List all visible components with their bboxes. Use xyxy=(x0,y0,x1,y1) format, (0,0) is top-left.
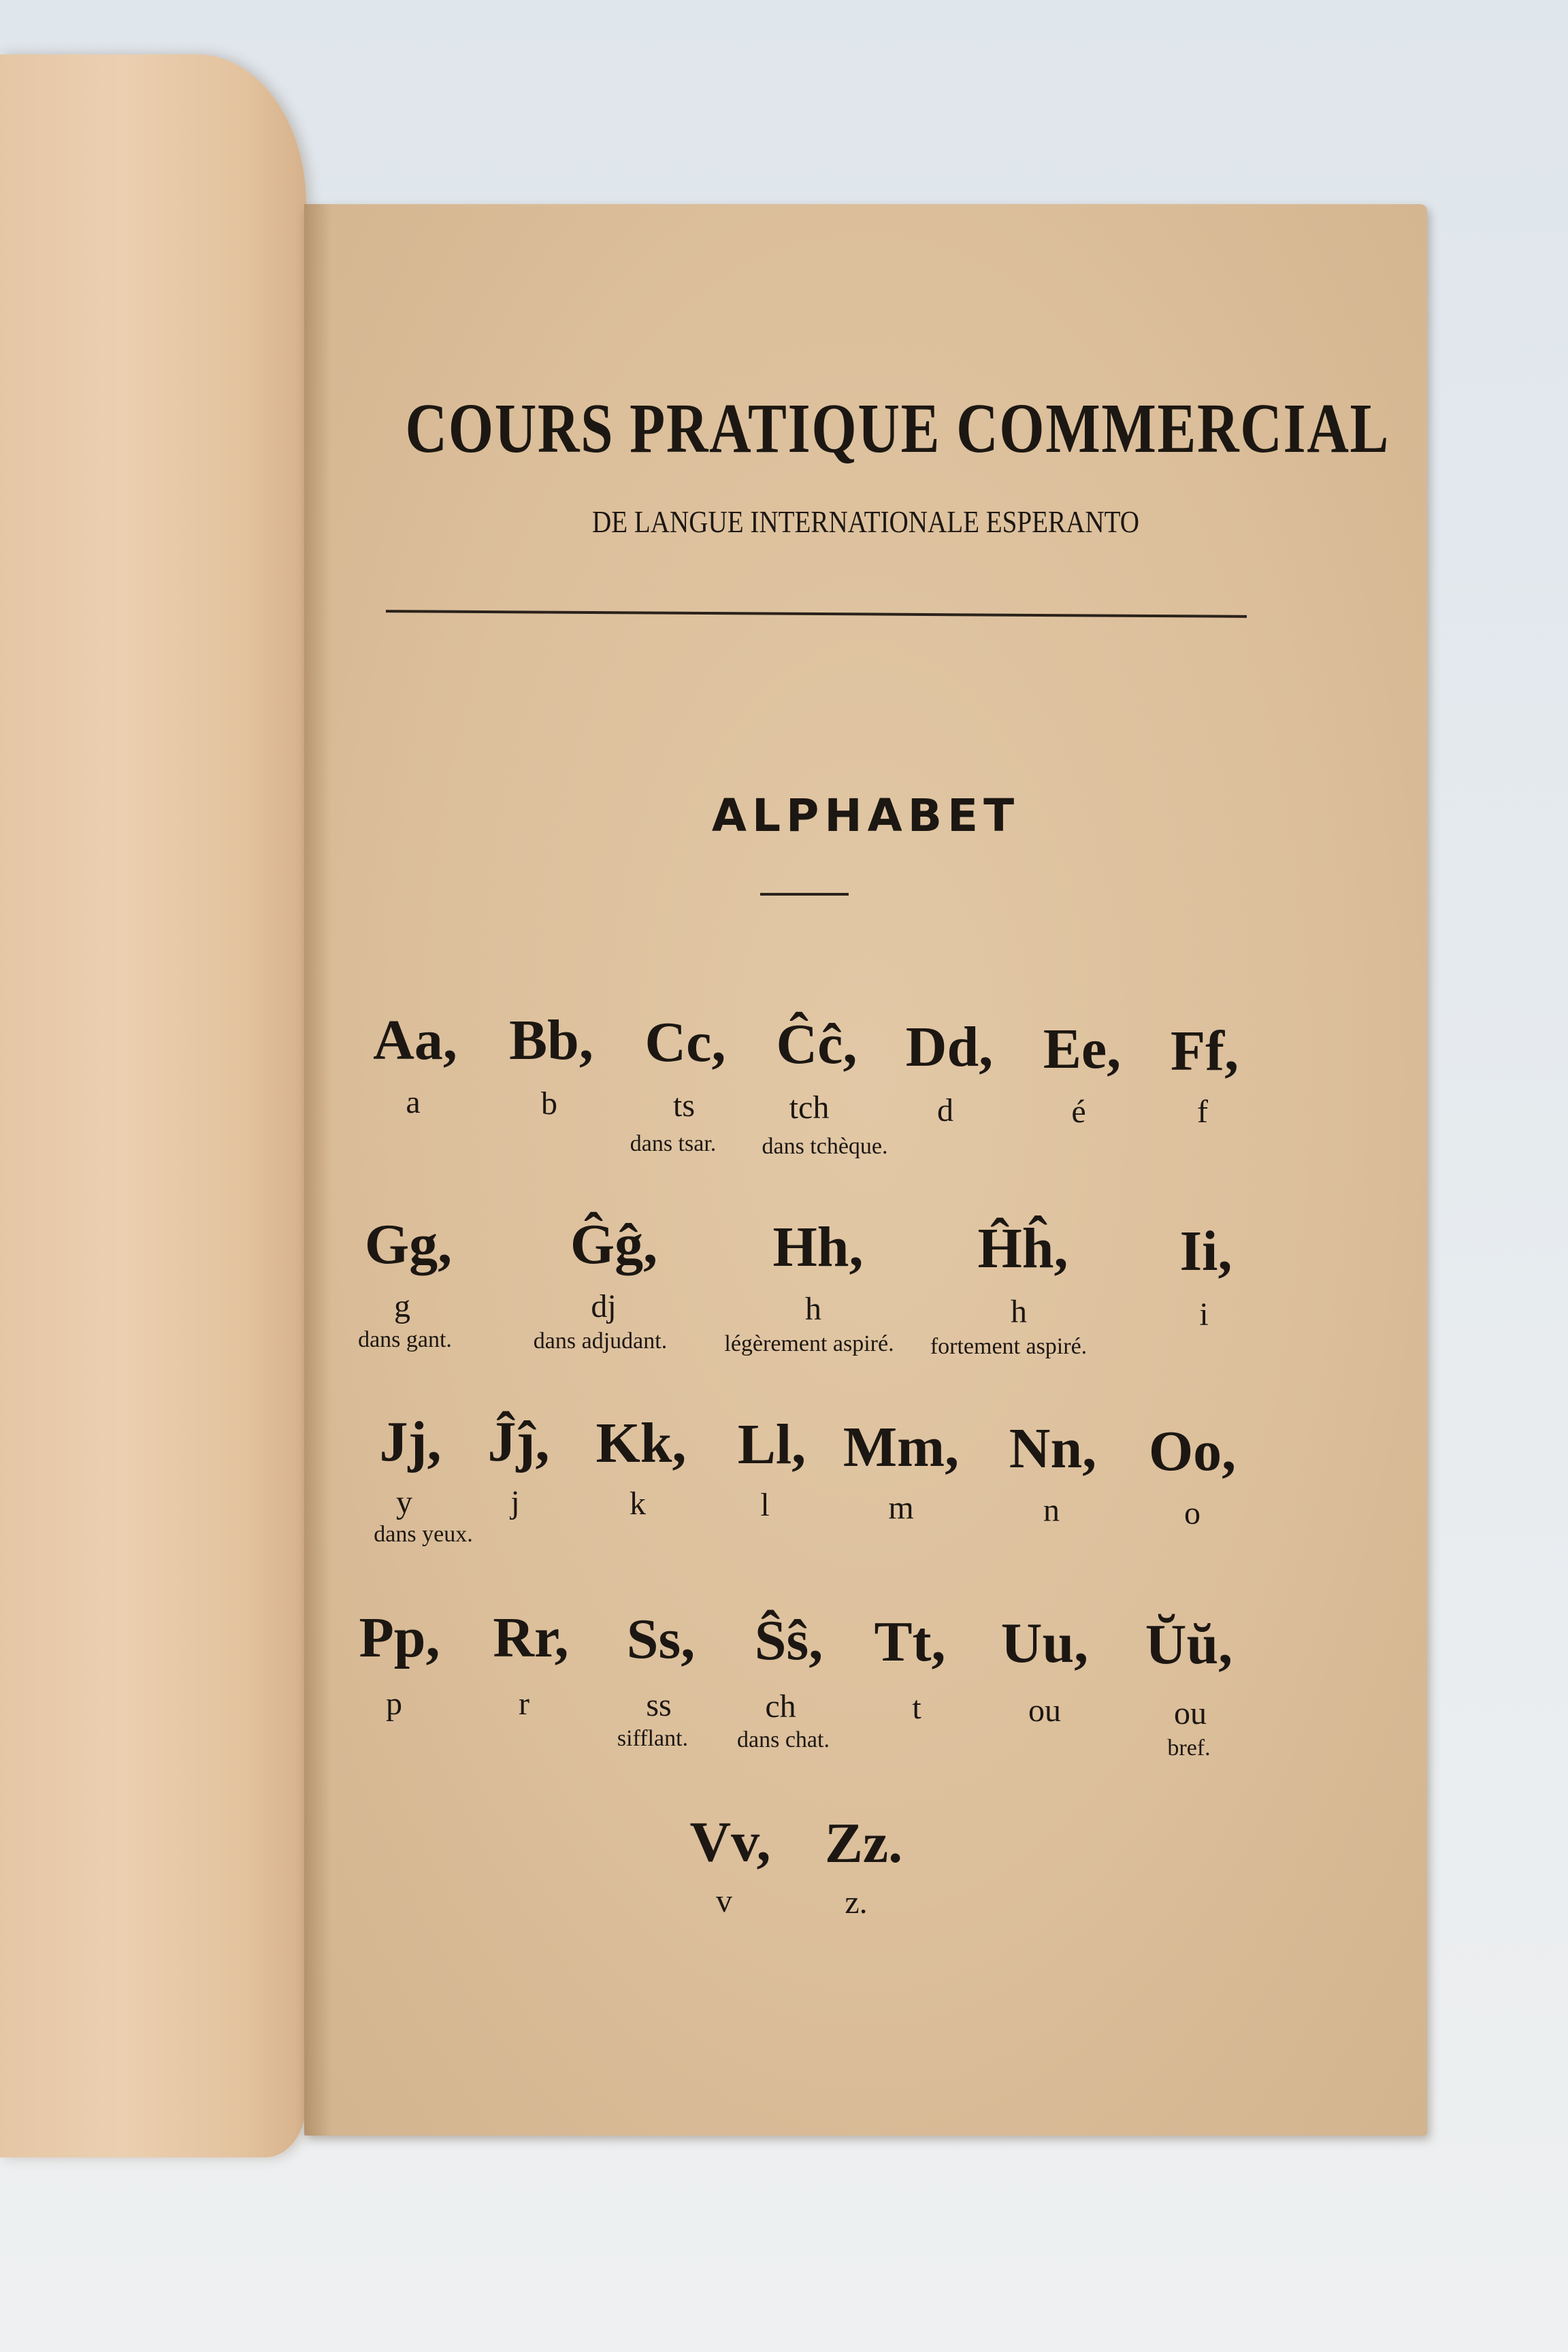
sound: ou xyxy=(1028,1693,1061,1729)
note: dans chat. xyxy=(737,1727,830,1752)
letter: Kk, xyxy=(595,1411,687,1475)
sound: y xyxy=(396,1484,412,1520)
short-divider xyxy=(760,893,849,896)
sound: ss xyxy=(646,1687,672,1723)
sound: t xyxy=(912,1690,921,1726)
letter: Ŝŝ, xyxy=(754,1609,823,1672)
letter: Ĝĝ, xyxy=(570,1213,658,1276)
letter: Ĉĉ, xyxy=(776,1013,858,1076)
sound: ts xyxy=(672,1088,696,1124)
sound: n xyxy=(1043,1492,1060,1529)
sound: z. xyxy=(845,1884,868,1921)
letter: Rr, xyxy=(493,1606,569,1669)
letter: Hh, xyxy=(772,1215,864,1279)
sound: dj xyxy=(591,1288,617,1324)
sound: l xyxy=(760,1487,770,1523)
letter: Vv, xyxy=(689,1810,771,1874)
letter: Cc, xyxy=(644,1011,726,1074)
letter: Oo, xyxy=(1148,1420,1237,1483)
letter: Aa, xyxy=(373,1009,457,1072)
sound: m xyxy=(888,1490,914,1526)
sound: d xyxy=(937,1092,953,1128)
page-gutter-shadow xyxy=(304,204,331,2136)
letter: Ĥĥ, xyxy=(977,1217,1068,1280)
note: dans adjudant. xyxy=(533,1328,668,1354)
letter: Ii, xyxy=(1179,1220,1232,1283)
sound: f xyxy=(1197,1094,1208,1130)
letter: Tt, xyxy=(874,1610,946,1673)
sound: k xyxy=(630,1486,646,1522)
divider-rule xyxy=(386,610,1247,618)
note: bref. xyxy=(1167,1735,1211,1761)
section-heading: ALPHABET xyxy=(711,789,1020,842)
note: dans gant. xyxy=(358,1327,452,1352)
sound: ch xyxy=(765,1688,796,1725)
letter: Ŭŭ, xyxy=(1145,1613,1233,1676)
left-page xyxy=(0,54,306,2157)
page-title: COURS PRATIQUE COMMERCIAL xyxy=(405,389,1390,468)
book-page xyxy=(304,204,1427,2136)
letter: Mm, xyxy=(843,1416,960,1479)
note: dans tsar. xyxy=(630,1131,717,1156)
letter: Ĵĵ, xyxy=(487,1410,550,1473)
letter: Gg, xyxy=(364,1213,453,1276)
note: sifflant. xyxy=(617,1726,689,1751)
sound: g xyxy=(394,1288,410,1324)
letter: Jj, xyxy=(379,1410,442,1473)
sound: é xyxy=(1071,1094,1086,1130)
letter: Ee, xyxy=(1043,1017,1122,1081)
note: légèrement aspiré. xyxy=(724,1331,894,1356)
note: fortement aspiré. xyxy=(930,1334,1088,1359)
sound: v xyxy=(716,1883,732,1919)
sound: p xyxy=(386,1686,402,1722)
sound: h xyxy=(1011,1294,1027,1330)
sound: i xyxy=(1199,1296,1209,1333)
sound: r xyxy=(519,1686,529,1722)
sound: a xyxy=(406,1084,421,1120)
letter: Nn, xyxy=(1009,1417,1097,1480)
sound: j xyxy=(510,1484,520,1520)
letter: Zz. xyxy=(824,1812,903,1875)
page-subtitle: DE LANGUE INTERNATIONALE ESPERANTO xyxy=(591,504,1140,539)
sound: tch xyxy=(789,1090,830,1126)
sound: b xyxy=(541,1085,557,1122)
letter: Ss, xyxy=(626,1607,696,1671)
sound: h xyxy=(805,1291,821,1327)
note: dans tchèque. xyxy=(762,1134,888,1159)
sound: ou xyxy=(1174,1695,1207,1731)
letter: Ll, xyxy=(737,1413,806,1476)
letter: Bb, xyxy=(509,1009,593,1072)
letter: Uu, xyxy=(1000,1612,1089,1675)
letter: Dd, xyxy=(905,1015,994,1079)
letter: Pp, xyxy=(359,1606,440,1669)
letter: Ff, xyxy=(1170,1019,1239,1083)
sound: o xyxy=(1184,1495,1200,1531)
note: dans yeux. xyxy=(374,1522,473,1547)
